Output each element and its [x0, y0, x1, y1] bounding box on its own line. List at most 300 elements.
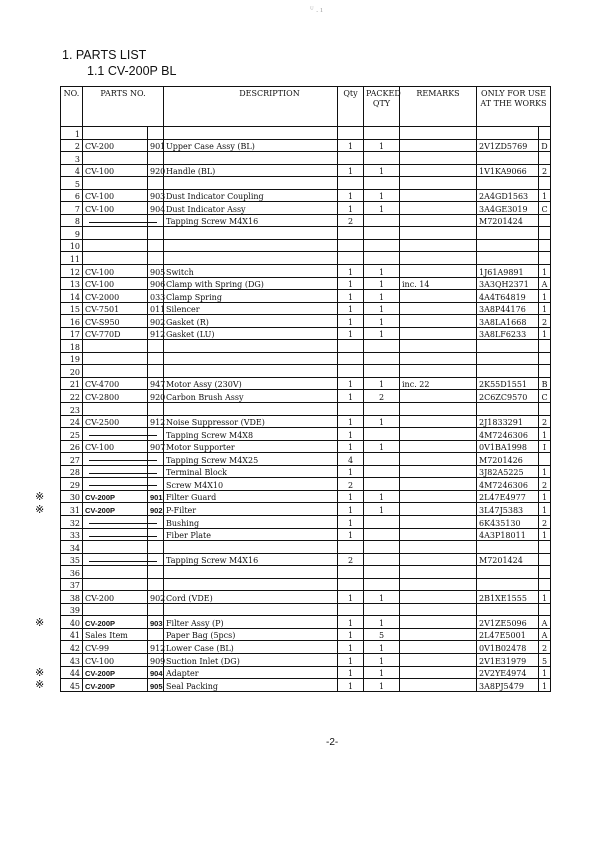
description: Paper Bag (5pcs) [164, 628, 338, 641]
works-code [477, 127, 539, 140]
parts-model [83, 214, 148, 227]
row-no: 5 [61, 177, 83, 190]
remarks [400, 139, 477, 152]
table-row [61, 415, 551, 428]
works-code: 4M7246306 [477, 478, 539, 491]
row-no: 12 [61, 265, 83, 278]
blank-part-line [89, 460, 157, 461]
table-row [61, 239, 551, 252]
col-header-qty: Qty [338, 87, 364, 127]
works-rev: 1 [539, 302, 551, 315]
remarks [400, 603, 477, 616]
works-rev: 1 [539, 428, 551, 441]
works-rev [539, 403, 551, 416]
works-code: 2V2YE4974 [477, 666, 539, 679]
works-code: 3A8PJ5479 [477, 679, 539, 692]
table-row [61, 139, 551, 152]
parts-code [148, 252, 164, 265]
parts-model: CV-200P [83, 503, 148, 516]
parts-model: CV-200P [83, 616, 148, 629]
description: Bushing [164, 515, 338, 528]
qty: 1 [338, 377, 364, 390]
packed-qty: 1 [364, 277, 400, 290]
qty [338, 227, 364, 240]
parts-model [83, 403, 148, 416]
blank-part-line [89, 523, 157, 524]
remarks [400, 239, 477, 252]
qty: 1 [338, 666, 364, 679]
qty: 1 [338, 315, 364, 328]
works-code: 3J82A5225 [477, 465, 539, 478]
works-code [477, 340, 539, 353]
works-rev: A [539, 277, 551, 290]
row-no: 1 [61, 127, 83, 140]
row-no: 10 [61, 239, 83, 252]
parts-code [148, 340, 164, 353]
works-code: 4A3P18011 [477, 528, 539, 541]
parts-model [83, 252, 148, 265]
parts-model [83, 541, 148, 554]
parts-model: CV-4700 [83, 377, 148, 390]
parts-code [148, 127, 164, 140]
remarks [400, 440, 477, 453]
blank-part-line [89, 435, 157, 436]
description [164, 227, 338, 240]
works-code: 1V1KA9066 [477, 164, 539, 177]
section-subtitle: 1.1 CV-200P BL [87, 64, 177, 78]
works-rev: 2 [539, 315, 551, 328]
description: Silencer [164, 302, 338, 315]
table-row [61, 641, 551, 654]
table-row [61, 578, 551, 591]
works-code: 2J1833291 [477, 415, 539, 428]
parts-code [148, 541, 164, 554]
row-no: 28 [61, 465, 83, 478]
parts-model: CV-200 [83, 591, 148, 604]
remarks [400, 653, 477, 666]
packed-qty [364, 603, 400, 616]
packed-qty: 1 [364, 327, 400, 340]
works-code: 0V1BA1998 [477, 440, 539, 453]
table-row [61, 628, 551, 641]
parts-code [148, 578, 164, 591]
works-rev [539, 603, 551, 616]
works-code [477, 403, 539, 416]
works-code: 6K435130 [477, 515, 539, 528]
works-rev [539, 127, 551, 140]
table-row [61, 189, 551, 202]
description: Clamp Spring [164, 290, 338, 303]
parts-model [83, 478, 148, 491]
remarks [400, 679, 477, 692]
works-code: M7201424 [477, 214, 539, 227]
qty [338, 252, 364, 265]
col-header-works: ONLY FOR USE AT THE WORKS [477, 87, 551, 127]
qty: 1 [338, 490, 364, 503]
row-no: 29 [61, 478, 83, 491]
description: Tapping Screw M4X25 [164, 453, 338, 466]
qty: 1 [338, 591, 364, 604]
description [164, 566, 338, 579]
remarks [400, 641, 477, 654]
row-no: 32 [61, 515, 83, 528]
table-row [61, 453, 551, 466]
packed-qty [364, 465, 400, 478]
row-no: 11 [61, 252, 83, 265]
packed-qty: 1 [364, 290, 400, 303]
blank-part-line [89, 473, 157, 474]
parts-model [83, 465, 148, 478]
table-row [61, 591, 551, 604]
remarks [400, 127, 477, 140]
row-no: 15 [61, 302, 83, 315]
works-code: 3A3QH2371 [477, 277, 539, 290]
parts-model: CV-100 [83, 189, 148, 202]
blank-part-line [89, 485, 157, 486]
description: Switch [164, 265, 338, 278]
row-no: 6 [61, 189, 83, 202]
works-code: 2V1ZD5769 [477, 139, 539, 152]
col-header-remarks: REMARKS [400, 87, 477, 127]
description [164, 239, 338, 252]
packed-qty: 1 [364, 415, 400, 428]
works-rev: 2 [539, 478, 551, 491]
row-no: 18 [61, 340, 83, 353]
table-row [61, 666, 551, 679]
parts-code: 920 [148, 390, 164, 403]
works-rev [539, 352, 551, 365]
description: Tapping Screw M4X8 [164, 428, 338, 441]
blank-part-line [89, 536, 157, 537]
row-no: 8 [61, 214, 83, 227]
qty: 1 [338, 164, 364, 177]
parts-code [148, 352, 164, 365]
packed-qty [364, 528, 400, 541]
works-rev: 1 [539, 327, 551, 340]
parts-model [83, 428, 148, 441]
description: Lower Case (BL) [164, 641, 338, 654]
qty [338, 403, 364, 416]
qty: 1 [338, 189, 364, 202]
remarks [400, 553, 477, 566]
parts-code: 902 [148, 315, 164, 328]
parts-model: CV-100 [83, 277, 148, 290]
packed-qty: 5 [364, 628, 400, 641]
row-no: 3 [61, 152, 83, 165]
qty: 1 [338, 641, 364, 654]
table-row [61, 478, 551, 491]
works-code: 2L47E5001 [477, 628, 539, 641]
qty: 1 [338, 528, 364, 541]
row-no: 43 [61, 653, 83, 666]
description [164, 352, 338, 365]
qty [338, 365, 364, 378]
table-row [61, 515, 551, 528]
row-no: 41 [61, 628, 83, 641]
parts-code: 904 [148, 666, 164, 679]
parts-model [83, 566, 148, 579]
qty: 1 [338, 265, 364, 278]
table-row [61, 390, 551, 403]
qty [338, 541, 364, 554]
packed-qty [364, 478, 400, 491]
remarks [400, 390, 477, 403]
row-no: 20 [61, 365, 83, 378]
works-rev: D [539, 139, 551, 152]
description [164, 541, 338, 554]
table-row [61, 616, 551, 629]
row-no: 25 [61, 428, 83, 441]
qty: 1 [338, 679, 364, 692]
qty [338, 603, 364, 616]
table-row [61, 202, 551, 215]
parts-model [83, 515, 148, 528]
works-rev: 1 [539, 490, 551, 503]
description [164, 152, 338, 165]
row-no: 2 [61, 139, 83, 152]
row-no: 7 [61, 202, 83, 215]
works-code: 4A4T64819 [477, 290, 539, 303]
page-number: -2- [326, 737, 339, 748]
parts-code [148, 177, 164, 190]
works-code: 3A4GE3019 [477, 202, 539, 215]
remarks [400, 290, 477, 303]
row-no: 21 [61, 377, 83, 390]
table-row [61, 177, 551, 190]
table-row [61, 541, 551, 554]
works-rev: 1 [539, 679, 551, 692]
parts-model: CV-2500 [83, 415, 148, 428]
row-no: 45 [61, 679, 83, 692]
row-no: 23 [61, 403, 83, 416]
works-rev: 1 [539, 465, 551, 478]
works-rev: 1 [539, 591, 551, 604]
remarks [400, 227, 477, 240]
packed-qty: 1 [364, 616, 400, 629]
star-icon: ※ [35, 490, 45, 504]
parts-model [83, 340, 148, 353]
remarks [400, 365, 477, 378]
star-icon: ※ [35, 665, 45, 679]
packed-qty: 1 [364, 377, 400, 390]
works-rev [539, 566, 551, 579]
packed-qty: 1 [364, 440, 400, 453]
qty: 1 [338, 290, 364, 303]
parts-code: 902 [148, 591, 164, 604]
packed-qty: 1 [364, 653, 400, 666]
packed-qty: 1 [364, 189, 400, 202]
works-code: 3A8P44176 [477, 302, 539, 315]
parts-model: CV-200P [83, 666, 148, 679]
table-row [61, 377, 551, 390]
remarks [400, 616, 477, 629]
table-row [61, 528, 551, 541]
parts-model: CV-770D [83, 327, 148, 340]
qty: 1 [338, 139, 364, 152]
table-row [61, 465, 551, 478]
description: P-Filter [164, 503, 338, 516]
description: Motor Assy (230V) [164, 377, 338, 390]
works-rev: 1 [539, 528, 551, 541]
qty: 1 [338, 302, 364, 315]
packed-qty: 1 [364, 139, 400, 152]
table-header-row [61, 87, 551, 127]
works-rev [539, 214, 551, 227]
remarks: inc. 14 [400, 277, 477, 290]
packed-qty: 1 [364, 265, 400, 278]
works-code: 1J61A9891 [477, 265, 539, 278]
remarks [400, 465, 477, 478]
qty: 1 [338, 202, 364, 215]
works-rev: 1 [539, 290, 551, 303]
parts-model [83, 239, 148, 252]
qty: 1 [338, 653, 364, 666]
works-code [477, 365, 539, 378]
description: Cord (VDE) [164, 591, 338, 604]
works-rev [539, 152, 551, 165]
packed-qty [364, 214, 400, 227]
qty: 2 [338, 553, 364, 566]
parts-code: 905 [148, 679, 164, 692]
packed-qty [364, 578, 400, 591]
table-row [61, 164, 551, 177]
table-row [61, 127, 551, 140]
parts-model: CV-200 [83, 139, 148, 152]
row-no: 17 [61, 327, 83, 340]
table-row [61, 566, 551, 579]
blank-part-line [89, 561, 157, 562]
parts-code: 033 [148, 290, 164, 303]
star-icon: ※ [35, 678, 45, 692]
parts-model [83, 352, 148, 365]
packed-qty: 1 [364, 503, 400, 516]
parts-code: 903 [148, 189, 164, 202]
works-code: 0V1B02478 [477, 641, 539, 654]
remarks [400, 265, 477, 278]
packed-qty [364, 515, 400, 528]
description [164, 127, 338, 140]
row-no: 13 [61, 277, 83, 290]
works-rev [539, 578, 551, 591]
description: Tapping Screw M4X16 [164, 214, 338, 227]
remarks [400, 214, 477, 227]
packed-qty [364, 566, 400, 579]
packed-qty [364, 252, 400, 265]
description: Gasket (R) [164, 315, 338, 328]
works-rev [539, 453, 551, 466]
works-rev: 2 [539, 164, 551, 177]
parts-code: 901 [148, 139, 164, 152]
works-code [477, 352, 539, 365]
description [164, 603, 338, 616]
row-no: 26 [61, 440, 83, 453]
parts-code: 912 [148, 415, 164, 428]
parts-model: CV-7501 [83, 302, 148, 315]
table-row [61, 214, 551, 227]
row-no: 27 [61, 453, 83, 466]
qty [338, 578, 364, 591]
packed-qty: 1 [364, 490, 400, 503]
parts-model: CV-200P [83, 490, 148, 503]
remarks [400, 666, 477, 679]
works-rev: I [539, 440, 551, 453]
parts-model: CV-100 [83, 202, 148, 215]
works-rev [539, 239, 551, 252]
table-row [61, 490, 551, 503]
remarks [400, 528, 477, 541]
works-code [477, 152, 539, 165]
description [164, 578, 338, 591]
parts-model: CV-100 [83, 164, 148, 177]
table-row [61, 277, 551, 290]
description: Motor Supporter [164, 440, 338, 453]
row-no: 31 [61, 503, 83, 516]
parts-code: 920 [148, 164, 164, 177]
table-row [61, 603, 551, 616]
packed-qty: 1 [364, 315, 400, 328]
row-no: 39 [61, 603, 83, 616]
qty [338, 177, 364, 190]
row-no: 35 [61, 553, 83, 566]
remarks [400, 628, 477, 641]
parts-model [83, 553, 148, 566]
works-code [477, 578, 539, 591]
parts-code: 912 [148, 641, 164, 654]
qty [338, 152, 364, 165]
works-rev: 1 [539, 666, 551, 679]
remarks [400, 415, 477, 428]
description: Noise Suppressor (VDE) [164, 415, 338, 428]
packed-qty [364, 352, 400, 365]
parts-code [148, 152, 164, 165]
works-rev: A [539, 616, 551, 629]
parts-model [83, 152, 148, 165]
parts-code [148, 566, 164, 579]
parts-code: 902 [148, 503, 164, 516]
table-row [61, 315, 551, 328]
remarks [400, 428, 477, 441]
remarks [400, 189, 477, 202]
table-row [61, 653, 551, 666]
packed-qty [364, 403, 400, 416]
qty: 1 [338, 277, 364, 290]
description: Suction Inlet (DG) [164, 653, 338, 666]
remarks [400, 152, 477, 165]
works-code: 2K55D1551 [477, 377, 539, 390]
remarks [400, 202, 477, 215]
remarks [400, 490, 477, 503]
remarks [400, 503, 477, 516]
parts-model [83, 603, 148, 616]
remarks [400, 252, 477, 265]
qty [338, 566, 364, 579]
parts-model: CV-100 [83, 265, 148, 278]
packed-qty [364, 177, 400, 190]
description [164, 177, 338, 190]
works-code [477, 566, 539, 579]
works-rev [539, 365, 551, 378]
packed-qty [364, 453, 400, 466]
works-code: 4M7246306 [477, 428, 539, 441]
works-rev: 1 [539, 265, 551, 278]
parts-code: 947 [148, 377, 164, 390]
works-code: 2C6ZC9570 [477, 390, 539, 403]
description: Clamp with Spring (DG) [164, 277, 338, 290]
qty [338, 340, 364, 353]
works-rev: 1 [539, 503, 551, 516]
parts-model: CV-S950 [83, 315, 148, 328]
description [164, 340, 338, 353]
